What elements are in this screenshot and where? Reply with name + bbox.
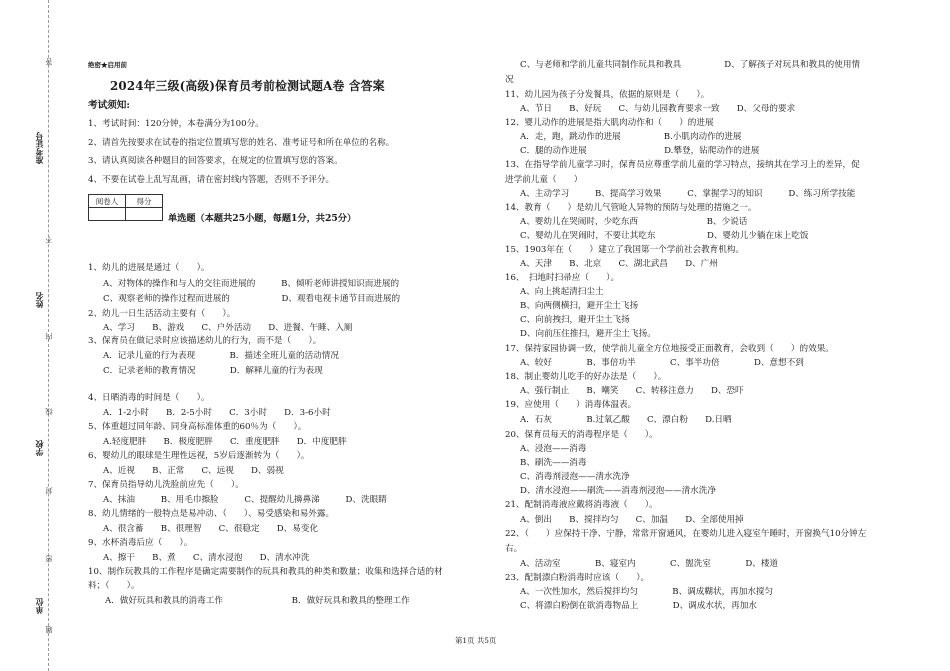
notice-title: 考试须知: — [88, 100, 130, 111]
score-box-grader-cell — [89, 208, 126, 221]
notice-item: 1、考试时间：120分钟，本卷满分为100分。 — [88, 119, 264, 129]
question-line: 2、幼儿一日生活活动主要有（ ）。 — [88, 309, 236, 319]
page-footer: 第1页 共5页 — [455, 636, 497, 645]
question-line: 18、制止婴幼儿吃手的好办法是（ ）。 — [505, 372, 667, 382]
side-label-unit: 单位 — [34, 598, 44, 614]
option-line: A、学习 B、游戏 C、户外活动 D、进餐、午睡、入厕 — [103, 323, 353, 333]
option-line: A、近视 B、正常 C、远视 D、弱视 — [103, 466, 284, 476]
page-title: 2024年三级(高级)保育员考前检测试题A卷 含答案 — [110, 79, 385, 93]
option-line: A、擦干 B、煮 C、清水浸泡 D、清水冲洗 — [103, 553, 310, 563]
option-line: A．走，跑，跳动作的进展 B.小肌肉动作的进展 — [520, 132, 742, 142]
section-heading: 单选题（本题共25小题，每题1分，共25分） — [168, 213, 357, 224]
option-line: A、较好 B、事倍功半 C、事半功倍 D、意想不到 — [520, 358, 804, 368]
question-line: 4、日晒消毒的时间是（ ）。 — [88, 393, 210, 403]
option-line: A、一次性加水，然后搅拌均匀 B、调成糊状，再加水搅匀 — [520, 587, 774, 597]
score-box-score-label: 得分 — [126, 195, 163, 208]
question-line: 料；（ ）。 — [88, 581, 140, 591]
side-mark: 答 — [44, 58, 53, 66]
notice-item: 3、请认真阅读各种题目的回答要求，在规定的位置填写您的答案。 — [88, 156, 343, 166]
side-label-school: 学校 — [34, 440, 44, 456]
option-line: A、倒出 B、搅拌均匀 C、加温 D、全部使用掉 — [520, 515, 744, 525]
secret-label: 绝密★启用前 — [88, 61, 127, 69]
question-line: 23、配制漂白粉消毒时应该（ ）。 — [505, 573, 650, 583]
question-line: 进学前儿童（ ） — [505, 175, 583, 185]
question-line: 12、婴儿动作的进展是指大肌肉动作和（ ）的进展 — [505, 118, 714, 128]
question-line: 5、体重超过同年龄、同身高标准体重的60％为（ ）。 — [88, 422, 307, 432]
option-line: D、清水浸泡——刷洗——消毒剂浸泡——清水洗净 — [520, 486, 716, 496]
option-line: A、很含蓄 B、很理智 C、很稳定 D、易变化 — [103, 524, 319, 534]
option-line: A．1-2小时 B．2-5小时 C．3小时 D．3-6小时 — [103, 408, 331, 418]
side-label-name: 姓名 — [34, 292, 44, 308]
option-line: C、向前拽扫，避开尘土飞扬 — [520, 315, 630, 325]
option-line: C、观察老师的操作过程而进展的 D、观看电视卡通节目而进展的 — [103, 294, 401, 304]
option-line: A、向上挑起清扫尘土 — [520, 287, 604, 297]
question-line: 19、应使用（ ）消毒体温表。 — [505, 400, 637, 410]
side-mark: 不 — [44, 236, 53, 244]
option-line: 况 — [505, 75, 514, 85]
side-mark: 题 — [44, 626, 53, 634]
option-line: A．石灰 B.过氧乙酸 C、漂白粉 D.日晒 — [520, 415, 732, 425]
score-box-grader-label: 阅卷人 — [89, 195, 126, 208]
question-line: 10、制作玩教具的工作程序是确定需要制作的玩具和教具的种类和数量；收集和选择合适的材 — [88, 567, 443, 577]
option-line: A、节日 B、好玩 C、与幼儿园教育要求一致 D、父母的要求 — [520, 104, 796, 114]
question-line: 17、保持家园协调一致，使学前儿童全方位地接受正面教育，会收到（ ）的效果。 — [505, 344, 834, 354]
question-line: 20、保育员每天的消毒程序是（ ）。 — [505, 430, 658, 440]
question-line: 9、水杯消毒后应（ ）。 — [88, 538, 193, 548]
option-line: A、对物体的操作和与人的交往而进展的 B、倾听老师讲授知识而进展的 — [103, 279, 400, 289]
question-line: 15、1903年在（ ）建立了我国第一个学前社会教育机构。 — [505, 245, 745, 255]
question-line: 3、保育员在做记录时应该描述幼儿的行为，而不是（ ）。 — [88, 336, 322, 346]
option-line: A、婴幼儿在哭闹时，少吃东西 B、少说话 — [520, 217, 748, 227]
option-line: B、刷洗——消毒 — [520, 458, 587, 468]
side-label-exam-number: 准考证号 — [34, 132, 44, 164]
option-line: C．记录老师的教育情况 D．解释儿童的行为表现 — [103, 366, 323, 376]
option-line: A、浸泡——消毒 — [520, 444, 587, 454]
score-box — [88, 194, 163, 221]
option-line: A．记录儿童的行为表现 B．描述全班儿童的活动情况 — [103, 351, 339, 361]
question-line: 右。 — [505, 544, 523, 554]
notice-item: 4、不要在试卷上乱写乱画，请在密封线内答题，否则不予评分。 — [88, 175, 335, 185]
option-line: A、活动室 B、寝室内 C、盥洗室 D、楼道 — [520, 559, 779, 569]
option-line: A、抹油 B、用毛巾擦脸 C、提醒幼儿擤鼻涕 D、洗眼睛 — [103, 495, 387, 505]
side-mark: 封 — [44, 487, 53, 495]
notice-item: 2、请首先按要求在试卷的指定位置填写您的姓名、准考证号和所在单位的名称。 — [88, 138, 395, 148]
side-mark: 密 — [44, 555, 53, 563]
question-line: 16、 扫地时扫帚应（ ）。 — [505, 273, 620, 283]
option-line: A、强行制止 B、嘲笑 C、转移注意力 D、恐吓 — [520, 386, 744, 396]
option-line: D、向前压住推扫，避开尘土飞扬。 — [520, 329, 656, 339]
option-line: A、主动学习 B、提高学习效果 C、掌握学习的知识 D、练习所学技能 — [520, 189, 856, 199]
question-line: 22、（ ）应保持干净、宁静，常常开窗通风，在婴幼儿进入寝室午睡时，开窗换气10分钟左 — [505, 529, 867, 539]
question-line: 11、幼儿园为孩子分发餐具，依据的原则是（ ）。 — [505, 90, 710, 100]
option-line: A．做好玩具和教具的消毒工作 B．做好玩具和教具的整理工作 — [105, 596, 410, 606]
score-box-score-cell — [126, 208, 163, 221]
option-line: C、与老师和学前儿童共同制作玩具和教具 D、了解孩子对玩具和教具的使用情 — [520, 60, 861, 70]
question-line: 7、保育员指导幼儿洗脸前应先（ ）。 — [88, 480, 244, 490]
option-line: A.轻度肥胖 B．极度肥胖 C．重度肥胖 D．中度肥胖 — [103, 437, 347, 447]
question-line: 1、幼儿的进展是通过（ ）。 — [88, 263, 210, 273]
option-line: C．腿的动作进展 D.攀登，钻爬动作的进展 — [520, 146, 760, 156]
question-line: 21、配制消毒液应戴将消毒液（ ）。 — [505, 500, 658, 510]
question-line: 6、婴幼儿的眼球是生理性远视，5岁后逐渐转为（ ）。 — [88, 451, 310, 461]
option-line: A、天津 B、北京 C、湖北武昌 D、广州 — [520, 259, 718, 269]
question-line: 8、幼儿情绪的一般特点是易冲动、（ ）、易受感染和易外露。 — [88, 509, 335, 519]
side-mark: 内 — [44, 333, 53, 341]
question-line: 14、教育（ ）是幼儿气管呛人异物的预防与处理的措施之一。 — [505, 203, 757, 213]
side-mark: 线 — [44, 408, 53, 416]
option-line: C、将漂白粉倒在欲消毒物品上 D、调成水状，再加水 — [520, 601, 757, 611]
option-line: C、消毒剂浸泡——清水洗净 — [520, 472, 630, 482]
question-line: 13、在指导学前儿童学习时，保育员应尊重学前儿童的学习特点，接纳其在学习上的差异，促 — [505, 160, 860, 170]
option-line: C、婴幼儿在哭闹时，不要让其吃东 D、婴幼儿少躺在床上吃饭 — [520, 231, 809, 241]
option-line: B、向两侧横扫，避开尘土飞扬 — [520, 301, 639, 311]
